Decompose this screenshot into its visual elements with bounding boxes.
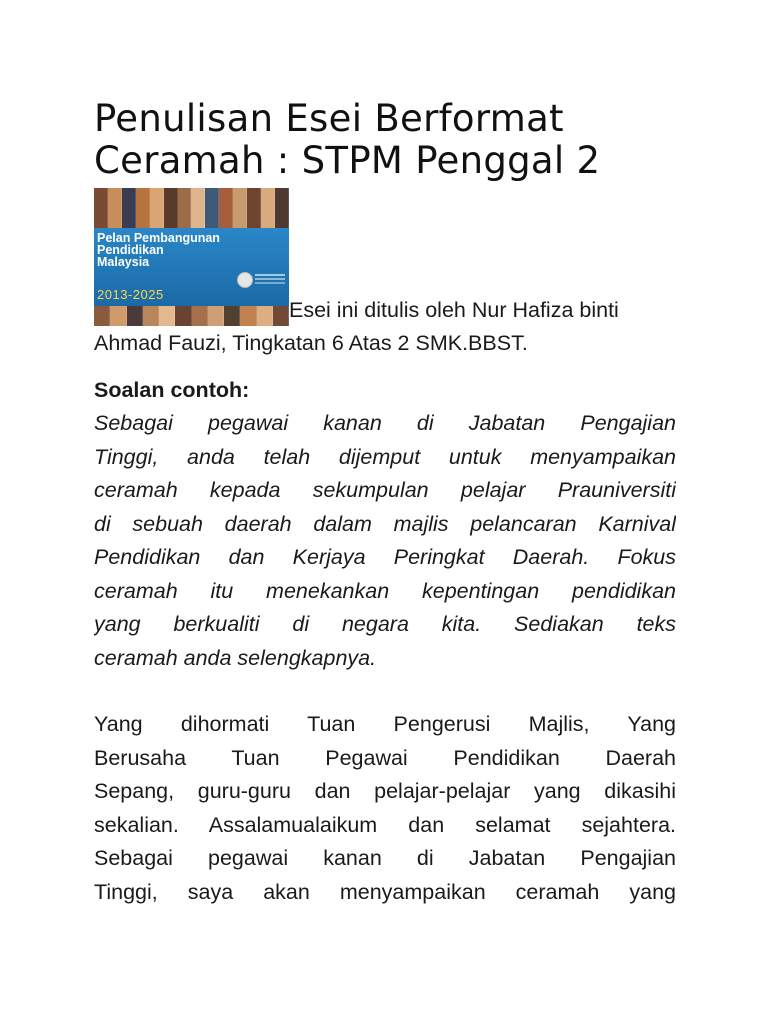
- body-line: Sepang, guru-guru dan pelajar-pelajar yang dikasihi: [94, 779, 676, 803]
- question-line: Tinggi, anda telah dijemput untuk menyampaikan: [94, 444, 676, 469]
- body-line: Berusaha Tuan Pegawai Pendidikan Daerah: [94, 745, 676, 770]
- cover-title-line: Malaysia: [97, 255, 150, 269]
- question-line: ceramah kepada sekumpulan pelajar Prauniversiti: [94, 478, 676, 502]
- document-title: [94, 98, 676, 182]
- cover-image: [94, 188, 289, 326]
- intro-first-row: [94, 188, 676, 327]
- cover-years: 2013-2025: [97, 287, 164, 302]
- body-line: Yang dihormati Tuan Pengerusi Majlis, Yang: [94, 712, 676, 736]
- document-content: [94, 98, 676, 909]
- ministry-logo-text-icon: [255, 274, 285, 276]
- question-line: Pendidikan dan Kerjaya Peringkat Daerah. Fokus: [94, 545, 676, 569]
- title-line: Penulisan Esei Berformat: [94, 98, 564, 140]
- question-line: Sebagai pegawai kanan di Jabatan Pengajian: [94, 411, 676, 435]
- question-line: di sebuah daerah dalam majlis pelancaran Karnival: [94, 511, 676, 536]
- body-line: sekalian. Assalamualaikum dan selamat sejahtera.: [94, 812, 676, 837]
- question-line: ceramah anda selengkapnya.: [94, 645, 377, 670]
- question-label: Soalan contoh:: [94, 378, 250, 402]
- ministry-crest-icon: [237, 272, 253, 288]
- body-line: Tinggi, saya akan menyampaikan ceramah yang: [94, 879, 676, 904]
- body-line: Sebagai pegawai kanan di Jabatan Pengajian: [94, 846, 676, 870]
- title-line: Ceramah : STPM Penggal 2: [94, 140, 601, 182]
- question-text: [94, 407, 676, 675]
- question-line: yang berkualiti di negara kita. Sediakan teks: [94, 612, 676, 636]
- question-line: ceramah itu menekankan kepentingan pendidikan: [94, 578, 676, 603]
- intro-line: Esei ini ditulis oleh Nur Hafiza binti: [289, 298, 619, 322]
- cover-title: [97, 232, 220, 268]
- speech-body: [94, 708, 676, 909]
- cover-photo-strip: [94, 188, 289, 228]
- cover-title-line: Pendidikan: [97, 243, 164, 257]
- intro-block: [94, 188, 676, 360]
- intro-line: Ahmad Fauzi, Tingkatan 6 Atas 2 SMK.BBST.: [94, 331, 528, 355]
- cover-title-line: Pelan Pembangunan: [97, 231, 220, 245]
- cover-photo-strip-bottom: [94, 306, 289, 326]
